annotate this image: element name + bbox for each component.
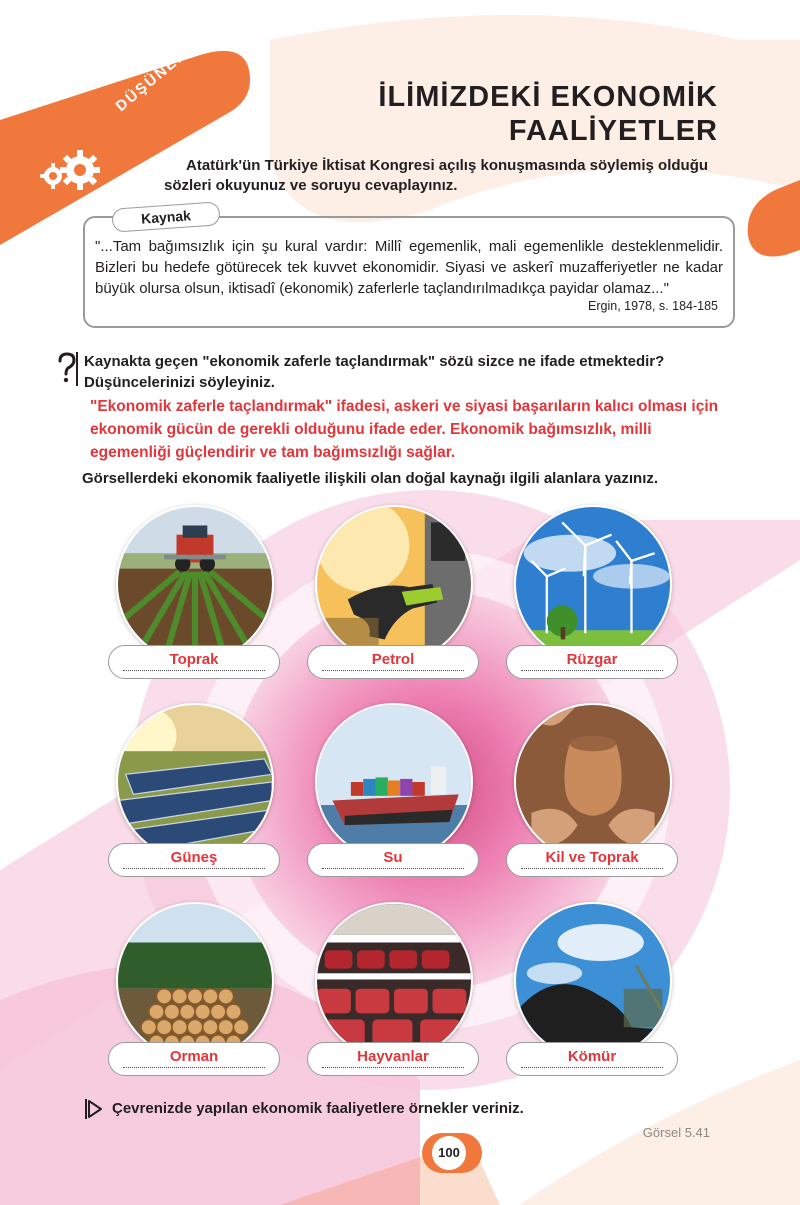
dotted-line bbox=[521, 868, 663, 869]
card-su bbox=[307, 703, 479, 883]
answer-label: Rüzgar bbox=[566, 651, 618, 668]
answer-label: Kil ve Toprak bbox=[545, 849, 639, 866]
question-text: Kaynakta geçen "ekonomik zaferle taçlandırmak" sözü sizce ne ifade etmektedir? Düşüncelerinizi söyleyiniz. bbox=[84, 353, 665, 391]
wind-turbines-image bbox=[514, 505, 672, 663]
meat-counter-image bbox=[315, 902, 473, 1060]
answer-label: Güneş bbox=[170, 849, 218, 866]
activity-instruction: Görsellerdeki ekonomik faaliyetle ilişkili olan doğal kaynağı ilgili alanlara yazınız. bbox=[82, 470, 659, 487]
card-hayvanlar bbox=[307, 902, 479, 1082]
cargo-ship-image bbox=[315, 703, 473, 861]
card-toprak bbox=[108, 505, 280, 685]
tractor-field-image bbox=[116, 505, 274, 663]
page-title bbox=[378, 80, 718, 148]
solar-panels-image bbox=[116, 703, 274, 861]
answer-label: Orman bbox=[169, 1048, 219, 1065]
dotted-line bbox=[521, 1067, 663, 1068]
intro-text bbox=[164, 156, 724, 196]
fuel-nozzle-image bbox=[315, 505, 473, 663]
answer-field[interactable] bbox=[506, 843, 678, 877]
card-gunes bbox=[108, 703, 280, 883]
dotted-line bbox=[123, 670, 265, 671]
card-orman bbox=[108, 902, 280, 1082]
answer-label: Petrol bbox=[371, 651, 415, 668]
card-petrol bbox=[307, 505, 479, 685]
answer-field[interactable] bbox=[506, 645, 678, 679]
dotted-line bbox=[322, 670, 464, 671]
pottery-image bbox=[514, 703, 672, 861]
page-number-badge bbox=[422, 1133, 482, 1173]
answer-field[interactable] bbox=[108, 1042, 280, 1076]
card-ruzgar bbox=[506, 505, 678, 685]
intro-line-2: sözleri okuyunuz ve soruyu cevaplayınız. bbox=[164, 177, 458, 194]
section-label: DÜŞÜNELİM bbox=[112, 33, 206, 116]
dotted-line bbox=[521, 670, 663, 671]
answer-field[interactable] bbox=[307, 645, 479, 679]
title-line-2: FAALİYETLER bbox=[508, 115, 718, 147]
answer-field[interactable] bbox=[307, 1042, 479, 1076]
answer-field[interactable] bbox=[108, 645, 280, 679]
answer-label: Kömür bbox=[567, 1048, 617, 1065]
log-pile-image bbox=[116, 902, 274, 1060]
answer-field[interactable] bbox=[108, 843, 280, 877]
dotted-line bbox=[123, 1067, 265, 1068]
dotted-line bbox=[123, 868, 265, 869]
card-kil-ve-toprak bbox=[506, 703, 678, 883]
play-icon bbox=[84, 1098, 104, 1120]
figure-label: Görsel 5.41 bbox=[642, 1125, 710, 1140]
question-mark-icon bbox=[57, 352, 79, 386]
answer-text: "Ekonomik zaferle taçlandırmak" ifadesi, askeri ve siyasi başarıların kalıcı olması için ekonomik gücün de gerekli olduğunu ifade eder. Ekonomik bağımsızlık, milli egemenliği güçlendirir ve tam bağımsızlığı sağlar. bbox=[90, 398, 719, 461]
answer-field[interactable] bbox=[506, 1042, 678, 1076]
coal-heap-image bbox=[514, 902, 672, 1060]
title-line-1: İLİMİZDEKİ EKONOMİK bbox=[378, 81, 718, 113]
source-tag: Kaynak bbox=[111, 201, 220, 232]
intro-line-1: Atatürk'ün Türkiye İktisat Kongresi açılış konuşmasında söylemiş olduğu bbox=[186, 157, 709, 174]
answer-field[interactable] bbox=[307, 843, 479, 877]
answer-label: Toprak bbox=[169, 651, 219, 668]
source-citation: Ergin, 1978, s. 184-185 bbox=[588, 299, 718, 313]
source-quote: "...Tam bağımsızlık için şu kural vardır: Millî egemenlik, mali egemenlikle desteklenmelidir. Bizleri bu hedefe götürecek tek kuvvet ekonomidir. Siyasi ve askerî muzafferiyetler ne kadar büyük olursa olsun, iktisadî (ekonomik) zaferlerle taçlandırılmadıkça payidar olamaz..." bbox=[95, 238, 723, 297]
answer-label: Hayvanlar bbox=[357, 1048, 429, 1065]
dotted-line bbox=[322, 1067, 464, 1068]
gears-icon bbox=[40, 148, 104, 192]
card-komur bbox=[506, 902, 678, 1082]
bottom-instruction: Çevrenizde yapılan ekonomik faaliyetlere örnekler veriniz. bbox=[112, 1100, 524, 1117]
answer-label: Su bbox=[383, 849, 403, 866]
dotted-line bbox=[322, 868, 464, 869]
page-number: 100 bbox=[432, 1136, 466, 1170]
